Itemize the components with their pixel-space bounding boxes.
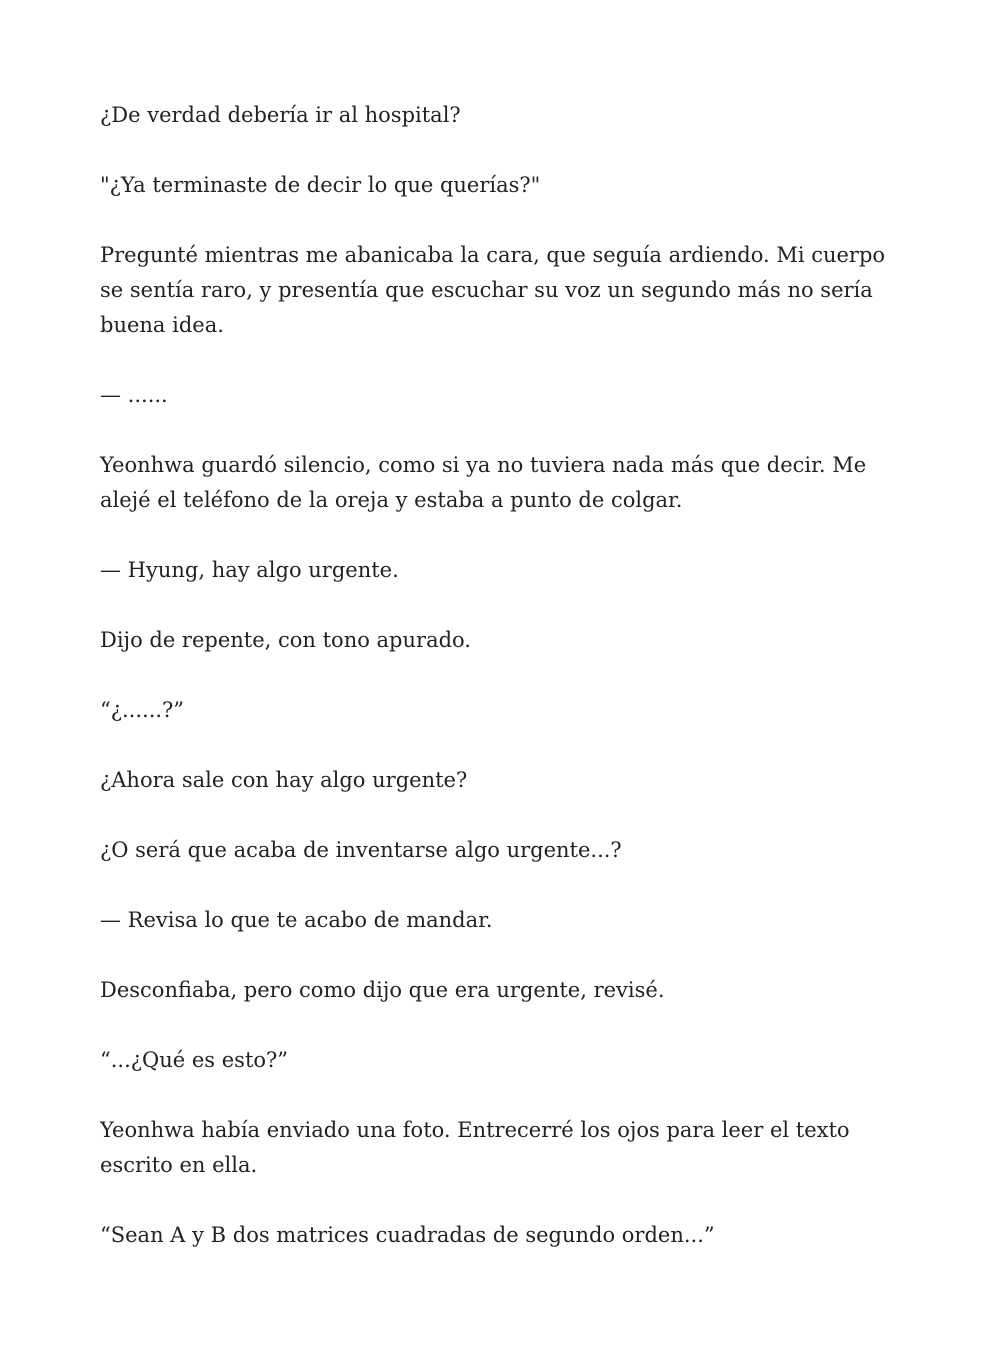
- paragraph: “¿......?”: [100, 698, 185, 722]
- paragraph: Yeonhwa guardó silencio, como si ya no tuviera nada más que decir. Me alejé el teléfono de la oreja y estaba a punto de colgar.: [100, 453, 867, 512]
- paragraph: “...¿Qué es esto?”: [100, 1048, 289, 1072]
- document-body: [100, 98, 890, 1253]
- paragraph: ¿De verdad debería ir al hospital?: [100, 103, 461, 127]
- paragraph: Pregunté mientras me abanicaba la cara, que seguía ardiendo. Mi cuerpo se sentía raro, y presentía que escuchar su voz un segundo más no sería buena idea.: [100, 243, 886, 337]
- paragraph: “Sean A y B dos matrices cuadradas de segundo orden...”: [100, 1223, 715, 1247]
- paragraph: — Revisa lo que te acabo de mandar.: [100, 908, 493, 932]
- paragraph: — ......: [100, 383, 168, 407]
- paragraph: "¿Ya terminaste de decir lo que querías?": [100, 173, 541, 197]
- paragraph: ¿O será que acaba de inventarse algo urgente...?: [100, 838, 622, 862]
- paragraph: Desconfiaba, pero como dijo que era urgente, revisé.: [100, 978, 665, 1002]
- paragraph: — Hyung, hay algo urgente.: [100, 558, 399, 582]
- paragraph: Dijo de repente, con tono apurado.: [100, 628, 471, 652]
- paragraph: Yeonhwa había enviado una foto. Entrecerré los ojos para leer el texto escrito en ella.: [100, 1118, 850, 1177]
- paragraph: ¿Ahora sale con hay algo urgente?: [100, 768, 468, 792]
